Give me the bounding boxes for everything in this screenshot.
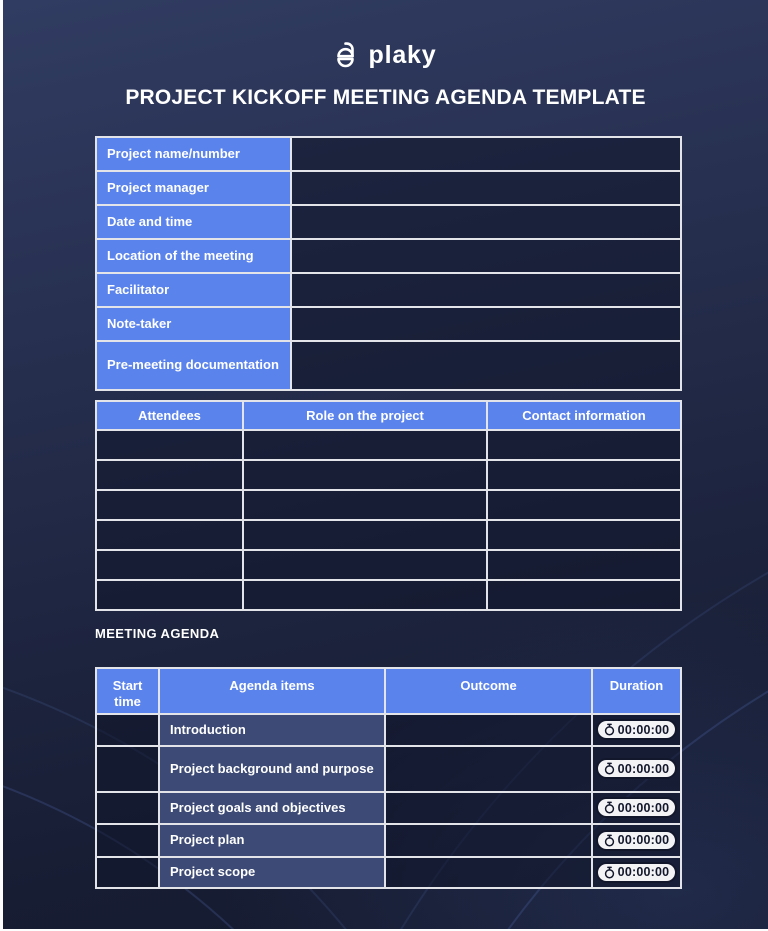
info-label: Pre-meeting documentation [96,341,291,390]
agenda-row [96,714,681,746]
agenda-row [96,746,681,792]
table-row [96,137,681,171]
outcome-cell[interactable] [385,746,592,792]
duration-value: 00:00:00 [617,722,670,737]
info-label: Project name/number [96,137,291,171]
agenda-row [96,857,681,888]
column-header-agenda-items: Agenda items [159,668,385,714]
contact-cell[interactable] [487,490,681,520]
contact-cell[interactable] [487,580,681,610]
attendee-cell[interactable] [96,520,243,550]
info-label: Facilitator [96,273,291,307]
duration-cell [592,857,681,888]
logo-wordmark: plaky [368,41,437,69]
table-row [96,520,681,550]
duration-cell [592,792,681,824]
agenda-item-label: Project goals and objectives [159,792,385,824]
stopwatch-icon [604,834,615,847]
table-row [96,273,681,307]
info-value-cell[interactable] [291,273,681,307]
duration-cell [592,714,681,746]
start-time-cell[interactable] [96,792,159,824]
agenda-item-label: Project plan [159,824,385,857]
table-row [96,460,681,490]
page-title: PROJECT KICKOFF MEETING AGENDA TEMPLATE [125,86,646,109]
start-time-cell[interactable] [96,824,159,857]
agenda-row [96,792,681,824]
info-label: Location of the meeting [96,239,291,273]
duration-timer-button[interactable] [596,719,678,740]
table-row [96,239,681,273]
attendee-cell[interactable] [96,490,243,520]
duration-timer-button[interactable] [596,758,678,779]
start-time-cell[interactable] [96,857,159,888]
info-label: Note-taker [96,307,291,341]
table-row [96,171,681,205]
column-header-attendees: Attendees [96,401,243,430]
table-header-row [96,401,681,430]
stopwatch-icon [604,723,615,736]
stopwatch-icon [604,866,615,879]
role-cell[interactable] [243,520,487,550]
meeting-agenda-heading: MEETING AGENDA [95,626,220,641]
agenda-item-label: Project background and purpose [159,746,385,792]
attendee-cell[interactable] [96,550,243,580]
duration-value: 00:00:00 [617,833,670,847]
contact-cell[interactable] [487,460,681,490]
duration-timer-button[interactable] [596,830,678,851]
stopwatch-icon [604,801,615,814]
contact-cell[interactable] [487,520,681,550]
role-cell[interactable] [243,490,487,520]
project-info-table [95,136,682,391]
contact-cell[interactable] [487,550,681,580]
agenda-item-label: Project scope [159,857,385,888]
table-row [96,205,681,239]
meeting-agenda-table [95,667,682,889]
role-cell[interactable] [243,460,487,490]
info-value-cell[interactable] [291,171,681,205]
info-label: Date and time [96,205,291,239]
info-value-cell[interactable] [291,205,681,239]
document-page [3,0,768,929]
attendees-table [95,400,682,611]
table-row [96,430,681,460]
plaky-logo [3,41,768,70]
outcome-cell[interactable] [385,824,592,857]
info-value-cell[interactable] [291,137,681,171]
column-header-duration: Duration [592,668,681,714]
table-row [96,341,681,390]
info-value-cell[interactable] [291,239,681,273]
info-value-cell[interactable] [291,341,681,390]
duration-value: 00:00:00 [617,761,670,776]
outcome-cell[interactable] [385,857,592,888]
table-row [96,307,681,341]
attendee-cell[interactable] [96,580,243,610]
contact-cell[interactable] [487,430,681,460]
plaky-logo-icon [335,41,360,70]
table-row [96,550,681,580]
column-header-contact: Contact information [487,401,681,430]
info-label: Project manager [96,171,291,205]
role-cell[interactable] [243,580,487,610]
duration-cell [592,824,681,857]
duration-value: 00:00:00 [617,865,670,879]
column-header-role: Role on the project [243,401,487,430]
duration-cell [592,746,681,792]
duration-timer-button[interactable] [596,862,678,883]
outcome-cell[interactable] [385,714,592,746]
table-row [96,490,681,520]
stopwatch-icon [604,762,615,775]
info-value-cell[interactable] [291,307,681,341]
column-header-start-time: Start time [96,668,159,714]
agenda-row [96,824,681,857]
table-header-row [96,668,681,714]
column-header-outcome: Outcome [385,668,592,714]
table-row [96,580,681,610]
outcome-cell[interactable] [385,792,592,824]
duration-timer-button[interactable] [596,797,678,818]
start-time-cell[interactable] [96,746,159,792]
agenda-item-label: Introduction [159,714,385,746]
attendee-cell[interactable] [96,460,243,490]
attendee-cell[interactable] [96,430,243,460]
start-time-cell[interactable] [96,714,159,746]
role-cell[interactable] [243,430,487,460]
role-cell[interactable] [243,550,487,580]
duration-value: 00:00:00 [617,800,670,815]
